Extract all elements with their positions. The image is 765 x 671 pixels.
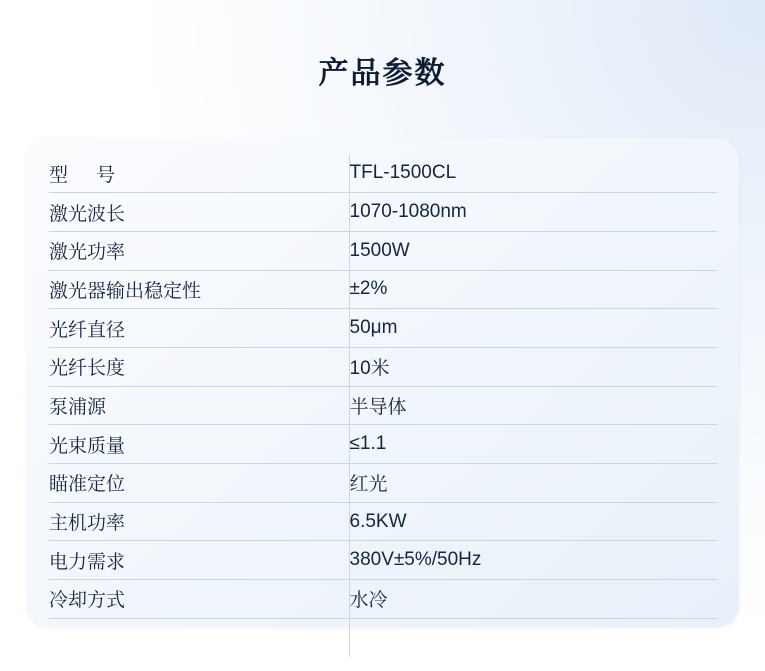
page-title: 产品参数 [318,57,447,90]
spec-label: 型 号 [49,154,349,193]
spec-label: 电力需求 [49,541,349,580]
spec-label: 光纤长度 [49,347,349,386]
table-row [49,425,717,464]
table-row [49,464,717,503]
spec-label: 冷却方式 [49,580,349,619]
spec-label: 主机功率 [49,502,349,541]
table-row [49,193,717,232]
table-row [49,541,717,580]
table-row [49,270,717,309]
spec-value: 6.5KW [349,502,717,541]
spec-value: 50μm [349,309,717,348]
spec-value: 水冷 [349,580,717,619]
spec-label: 瞄准定位 [49,464,349,503]
spec-value: TFL-1500CL [349,154,717,193]
spec-value: ±2% [349,270,717,309]
spec-value: ≤1.1 [349,425,717,464]
spec-label: 光纤直径 [49,309,349,348]
spec-table [49,154,717,657]
table-row [49,386,717,425]
spec-label: 泵浦源 [49,386,349,425]
table-row [49,231,717,270]
spec-label: 激光功率 [49,231,349,270]
spec-value: 红光 [349,464,717,503]
spec-label: 激光器输出稳定性 [49,270,349,309]
table-row [49,154,717,193]
table-row-spacer [49,618,717,657]
table-row [49,347,717,386]
spec-value: 10米 [349,347,717,386]
spec-value: 半导体 [349,386,717,425]
table-row [49,502,717,541]
spec-label: 激光波长 [49,193,349,232]
table-row [49,580,717,619]
spec-value: 380V±5%/50Hz [349,541,717,580]
table-row [49,309,717,348]
spec-value: 1070-1080nm [349,193,717,232]
spec-value-empty [349,618,717,657]
spec-label: 光束质量 [49,425,349,464]
spec-label-empty [49,618,349,657]
spec-card [27,138,739,627]
spec-value: 1500W [349,231,717,270]
